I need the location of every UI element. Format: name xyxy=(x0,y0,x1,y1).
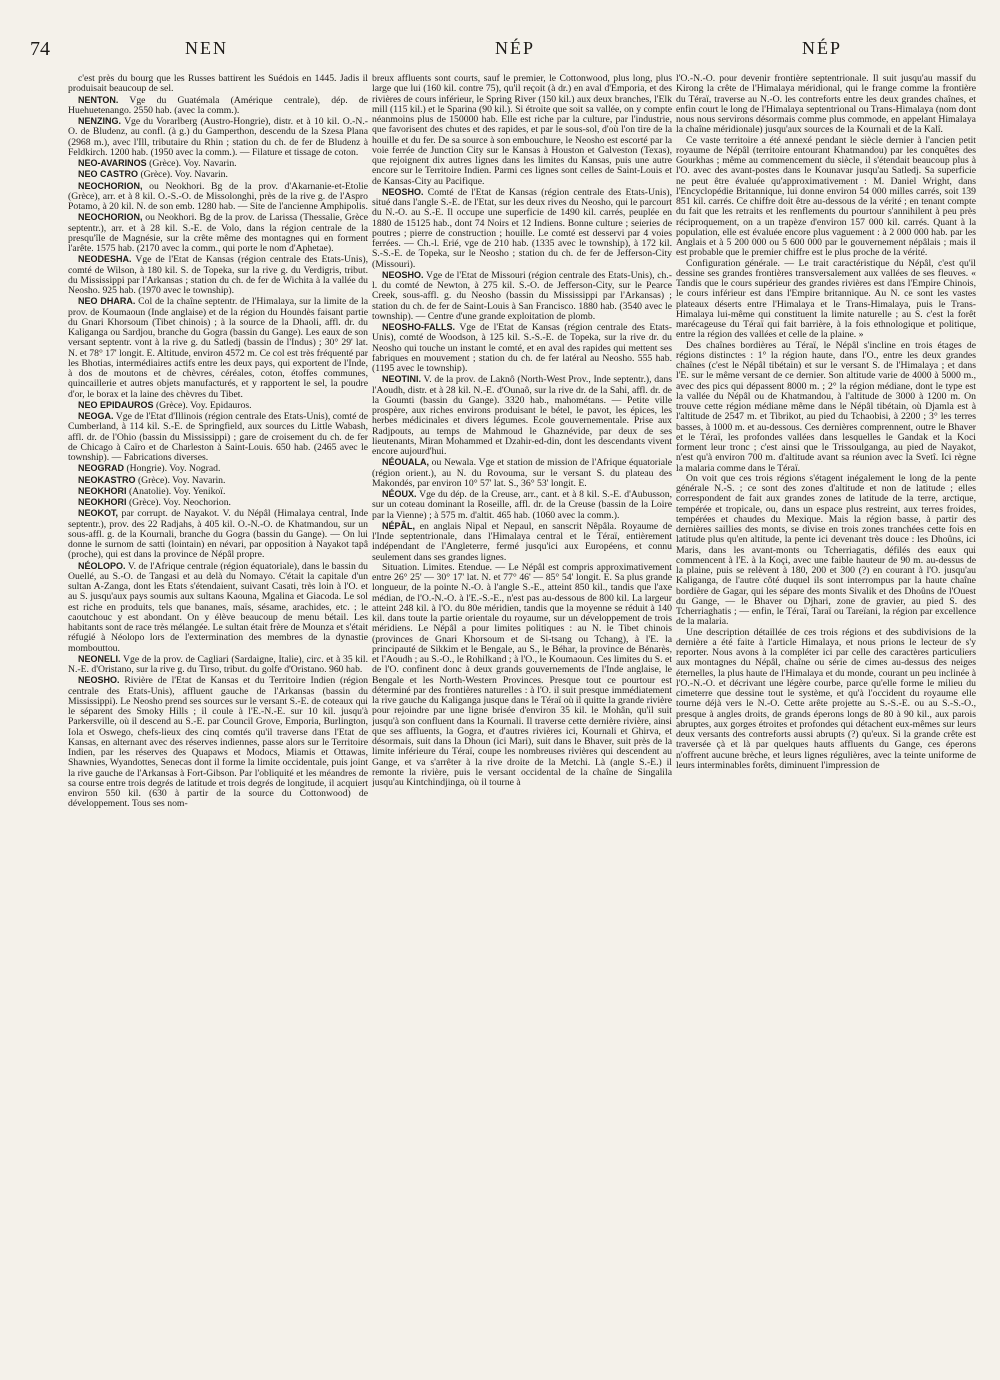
entry-text: Vge de l'Etat de Missouri (région centrale des Etats-Unis), ch.-l. du comté de Newton, à 275 kil. S.-O. de Jefferson-City, sur le Pearce Creek, sous-affl. g. du Neosho (bassin du Mississippi par l'Arkansas) ; station du ch. de fer de Saint-Louis à San Francisco. 1880 hab. (3540 avec le township). — Centre d'une grande exploitation de plomb. xyxy=(372,269,672,322)
entry-text: Vge du Guatémala (Amérique centrale), dép. de Huehuetenango. 2550 hab. (avec la comm.). xyxy=(68,94,368,116)
entry-text: Vge de l'Etat de Kansas (région centrale des Etats-Unis), comté de Woodson, à 125 kil. S.-S.-E. de Topeka, sur la rive dr. du Neosho qui touche un instant le comté, et en aval des rapides qui mettent ses fabriques en mouvement ; station du ch. de fer latéral au Neosho. 555 hab. (1195 avec le township). xyxy=(372,322,672,374)
column-3 xyxy=(676,74,976,1364)
entry-text: par corrupt. de Nayakot. V. du Népâl (Himalaya central, Inde septentr.), prov. des 22 Radjahs, à 405 kil. O.-N.-O. de Khatmandou, sur un sous-affl. g. de la Kournali, branche du Gogra (bassin du Gange). — On lui donne le surnom de satti (lointain) en névari, par opposition à Nayakot tapâ (proche), qui est dans la province de Népâl propre. xyxy=(68,508,368,561)
entry-headword: NEO CASTRO xyxy=(78,169,139,180)
entry-headword: NÉOUX. xyxy=(382,489,417,499)
dictionary-entry xyxy=(68,400,368,411)
dictionary-entry xyxy=(372,322,672,374)
dictionary-entry xyxy=(676,74,976,136)
running-head-right: NÉP xyxy=(802,38,843,58)
entry-headword: NEOTINI. xyxy=(382,374,422,385)
entry-text: On voit que ces trois régions s'étagent inégalement le long de la pente générale N.-S. ; ce sont des zones d'altitude et non de latitude ; elles correspondent de fait aux grandes zones de latitude de la terre, arctique, tempérée et tropicale, ou, dans un espace plus restreint, aux terres froides, tempérées et chaudes du Mexique. Mais la région basse, à partir des dernières saillies des monts, se divise en trois zones tranchées cette fois en latitude plus qu'en altitude, la pente ici devenant très douce : les Dhoûns, ici Maris, dans les avant-monts ou Tcherriagatis, défilés des eaux qui commencent à l'E. à la Koçi, avec une faible hauteur de 90 m. au-dessus de la plaine, puis se relèvent à 180, 200 et 300 (?) en courant à l'O. jusqu'au Kaliganga, de l'autre côté duquel ils sont interrompus par la haute chaîne bordière de Gagar, qui les sépare des monts Sivalik et des Dhoûns de l'Ouest du Gange, — le Bhaver ou Djhari, zone de gravier, au pied S. des Tcherriaghatis ; — enfin, le Téraï, Taraï ou Tareïani, la région par excellence de la malaria. xyxy=(676,472,976,628)
entry-text: (Grèce). Voy. Navarin. xyxy=(149,158,237,169)
entry-headword: NEOSHO. xyxy=(382,186,424,197)
dictionary-entry xyxy=(68,508,368,560)
entry-headword: NÉOUALA, xyxy=(382,457,429,468)
column-2 xyxy=(372,74,672,1364)
dictionary-entry xyxy=(372,457,672,489)
entry-text: breux affluents sont courts, sauf le premier, le Cottonwood, plus long, plus large que lui (160 kil. contre 75), qu'il reçoit (à dr.) en aval d'Emporia, et des rivières de cours inférieur, le Spring River (150 kil.) aux deux branches, l'Elk mill (115 kil.) et le Sparina (90 kil.). Si étroite que soit sa vallée, on y compte néanmoins plus de 150000 hab. Elle est riche par la culture, par l'industrie, que favorisent des chutes et des rapides, et par le sous-sol, d'où l'on tire de la houille et du fer. De sa source à son embouchure, le Neosho est escorté par la voie ferrée de Junction City sur le Kansas à Houston et Galveston (Texas), que rejoignent dix autres lignes dans les limites du Kansas, puis une autre encore sur le Territoire Indien. Parmi ces lignes sont celles de Saint-Louis et de Kansas-City au Pacifique. xyxy=(372,74,672,187)
entry-text: Vge de l'Etat d'Illinois (région centrale des Etats-Unis), comté de Cumberland, à 114 kil. S.-E. de Springfield, aux sources du Little Wabash, affl. dr. de l'Ohio (bassin du Mississippi) ; gare de croisement du ch. de fer de Chicago à Caïro et de Charleston à Saint-Louis. 650 hab. (2465 avec le township). — Fabrications diverses. xyxy=(68,411,368,463)
dictionary-entry xyxy=(676,474,976,628)
entry-text: (Grèce). Voy. Neochorion. xyxy=(128,497,231,508)
running-head-left: NEN xyxy=(185,38,228,58)
entry-text: Comté de l'Etat de Kansas (région centrale des Etats-Unis), situé dans l'angle S.-E. de l'Etat, sur les deux rives du Neosho, qui le parcourt du N.-O. au S.-E. Il occupe une superficie de 1490 kil. carrés, peuplée en 1880 de 15125 hab., dont 74 Noirs et 12 Indiens. Bonne culture ; seieries de poutres ; pierre de construction ; houille. Le comté est desservi par 4 voies ferrées. — Ch.-l. Erié, vge de 210 hab. (1335 avec le township), à 172 kil. S.-S.-E. de Topeka, sur le Neosho ; station du ch. de fer de Jefferson-City (Missouri). xyxy=(372,186,672,270)
dictionary-entry xyxy=(68,116,368,158)
dictionary-entry xyxy=(676,341,976,474)
running-head-center: NÉP xyxy=(495,38,536,58)
entry-text: Vge de l'Etat de Kansas (région centrale des Etats-Unis), comté de Wilson, à 180 kil. S. de Topeka, sur la rive g. du Verdigris, tribut. du Mississippi par l'Arkansas ; station du ch. de fer de Wichita à la vallée du Neosho. 925 hab. (1970 avec le township). xyxy=(68,254,368,296)
entry-headword: NEOGA. xyxy=(78,411,114,421)
entry-text: ou Newala. Vge et station de mission de l'Afrique équatoriale (région orient.), au N. du Rovouma, sur le versant S. du plateau des Makondés, par environ 10° 57' lat. S., 36° 53' longit. E. xyxy=(372,457,672,489)
dictionary-entry xyxy=(372,489,672,521)
dictionary-entry xyxy=(68,169,368,180)
entry-headword: NÉPÂL, xyxy=(382,520,416,531)
entry-text: (Anatolie). Voy. Yenikoï. xyxy=(128,485,226,497)
entry-text: Rivière de l'Etat de Kansas et du Territoire Indien (région centrale des Etats-Unis), affluent gauche de l'Arkansas (bassin du Mississippi). Le Neosho prend ses sources sur le versant S.-E. de coteaux qui le séparent des Smoky Hills ; il coule à l'E.-N.-E. sur 10 kil. jusqu'à Parkersville, où il descend au S.-E. par Council Grove, Emporia, Burlington, Iola et Oswego, chefs-lieux des cinq comtés qu'il traverse dans l'Etat de Kansas, en alternant avec des réserves indiennes, passe alors sur le Territoire Indien, par les réserves des Quapaws et Modocs, Miamis et Ottawas, Shawnies, Wyandottes, Senecas dont il forme la limite occidentale, puis joint la rive gauche de l'Arkansas à Fort-Gibson. Par l'obliquité et les méandres de sa course entre trois degrés de latitude et trois degrés de longitude, il acquiert environ 550 kil. (630 à partir de la source du Cottonwood) de développement. Tous ses nom- xyxy=(68,675,368,810)
entry-text: V. de la prov. de Laknô (North-West Prov., Inde septentr.), dans l'Aoudh, distr. et à 28 kil. N.-E. d'Ounaô, sur la rive dr. de la Sahi, affl. dr. de la Goumti (bassin du Gange). 3320 hab., mahométans. — Petite ville prospère, aux riches environs produisant le bétel, le pavot, les épices, les herbes médicinales et divers légumes. Ecole gouvernementale. Prise aux Radjpouts, au temps de Mahmoud le Ghaznévide, par deux de ses lieutenants, Miran Mohammed et Dzahir-ed-din, dont les descendants vivent encore aujourd'hui. xyxy=(372,374,672,457)
entry-headword: NEOKOT, xyxy=(78,508,119,519)
entry-headword: NEOSHO-FALLS. xyxy=(382,322,456,332)
entry-text: (Grèce). Voy. Navarin. xyxy=(140,169,228,181)
entry-headword: NEOKHORI xyxy=(78,497,127,507)
dictionary-entry xyxy=(68,212,368,254)
dictionary-entry xyxy=(676,136,976,259)
dictionary-entry xyxy=(68,675,368,809)
dictionary-entry xyxy=(68,411,368,463)
dictionary-entry xyxy=(68,158,368,169)
entry-text: Une description détaillée de ces trois régions et des subdivisions de la dernière a été faite à l'article Himalaya, et nous prions le lecteur de s'y reporter. Nous avons à la compléter ici par celle des caractères particuliers aux montagnes du Népâl, chaîne ou série de cimes au-dessus des neiges éternelles, la plus haute de l'Himalaya et du monde, courant un peu inclinée à l'O.-N.-O. et décrivant une légère courbe, parce qu'elle forme le milieu du cimeterre que dessine tout le système, et qu'à l'occident du royaume elle tourne déjà vers le N.-O. Cette arête projette au S.-S.-E. ou au S.-S.-O., presque à angles droits, de grands éperons longs de 80 à 90 kil., aux parois abruptes, aux gorges étroites et profondes qui détachent eux-mêmes sur leurs deux versants des contreforts aussi abrupts (?) qu'eux. Si la grande crête est traversée çà et là par quelques hauts affluents du Gange, ces éperons n'offrent aucune brèche, et leurs lignes régulières, avec la teinte uniforme de leurs interminables forêts, diminuent l'impression de xyxy=(676,626,976,771)
entry-text: Vge de la prov. de Cagliari (Sardaigne, Italie), circ. et à 35 kil. N.-E. d'Oristano, sur la rive g. du Tirso, tribut. du golfe d'Oristano. 960 hab. xyxy=(68,653,368,675)
entry-text: en anglais Nipal et Nepaul, en sanscrit Nêpâla. Royaume de l'Inde septentrionale, dans l'Himalaya central et le Téraï, entièrement indépendant de l'Angleterre, fermé jusqu'ici aux Européens, et connu seulement dans ses grandes lignes. xyxy=(372,520,672,563)
dictionary-entry xyxy=(68,254,368,296)
entry-text: (Grèce). Voy. Navarin. xyxy=(137,474,226,486)
entry-text: Col de la chaîne septentr. de l'Himalaya, sur la limite de la prov. de Koumaoun (Inde anglaise) et de la région du Houndès faisant partie du Gnari Khorsoum (Tibet chinois) ; à la source de la Dhaoli, affl. dr. du Kaliganga ou Sardjou, branche du Gogra (bassin du Gange). Les eaux de son versant septentr. vont à la rive g. du Satledj (bassin de l'Indus) ; 30° 29' lat. N. et 78° 17' longit. E. Altitude, environ 4572 m. Ce col est très fréquenté par les Bhotias, intermédiaires actifs entre les deux pays, qui exportent de l'Inde, à dos de moutons et de chèvres, céréales, coton, étoffes communes, quincaillerie et autres objets manufacturés, et y rapportent le sel, la poudre d'or, le borax et la laine des chèvres du Tibet. xyxy=(68,296,368,400)
dictionary-entry xyxy=(68,486,368,497)
entry-headword: NEOGRAD xyxy=(78,463,125,474)
dictionary-entry xyxy=(68,497,368,508)
entry-text: Vge du Vorarlberg (Austro-Hongrie), distr. et à 10 kil. O.-N.-O. de Bludenz, au confl. (à g.) du Gamperthon, descendu de la Szesa Plana (2968 m.), avec l'Ill, tributaire du Rhin ; station du ch. de fer de Bludenz à Feldkirch. 1200 hab. (1950 avec la comm.). — Filature et tissage de coton. xyxy=(68,116,368,158)
dictionary-entry xyxy=(68,74,368,95)
dictionary-entry xyxy=(676,259,976,341)
entry-headword: NEOCHORION, xyxy=(78,212,143,223)
entry-headword: NEOKHORI xyxy=(78,485,127,496)
entry-text: Ce vaste territoire a été annexé pendant le siècle dernier à l'ancien petit royaume de Népâl (territoire entourant Khatmandou) par les conquêtes des Gourkhas ; même au commencement du siècle, il s'étendait beaucoup plus à l'O. avec des avant-postes dans le Kounavar jusqu'au Satledj. Sa superficie ne peut être évaluée qu'approximativement : M. Daniel Wright, dans l'Encyclopédie Britannique, lui donne environ 54 000 milles carrés, soit 139 851 kil. carrés. Ce chiffre doit être au-dessous de la vérité ; en tenant compte du fait que les retraits et les renflements du pourtour s'annihilent à peu près réciproquement, on a un trapèze d'environ 157 000 kil. carrés. Quant à la population, elle est évaluée encore plus vaguement : à 2 000 000 hab. par les Anglais et à 5 200 000 ou 5 600 000 par le gouvernement népâlais ; mais il est probable que le premier chiffre est le plus proche de la vérité. xyxy=(676,134,976,259)
entry-text: l'O.-N.-O. pour devenir frontière septentrionale. Il suit jusqu'au massif du Kirong la crête de l'Himalaya méridional, qui le frange comme la frontière du Téraï, traverse au N.-O. les contreforts entre les deux grandes chaînes, et enfin court le long de l'Himalaya septentrional ou Trans-Himalaya (nom dont nous nous servirons désormais comme plus commode, en appelant Himalaya la chaîne méridionale) jusqu'aux sources de la Kournali et de la Kalî. xyxy=(676,74,976,136)
entry-headword: NEOKASTRO xyxy=(78,474,136,485)
entry-text: ou Neokhori. Bg de la prov. de Larissa (Thessalie, Grèce septentr.), arr. et à 28 kil. S.-E. de Volo, dans la région centrale de la presqu'île de Magnésie, sur la crête même des montagnes qui en forment l'arête. 1575 hab. (2170 avec la comm., qui porte le nom d'Aphetae). xyxy=(68,212,368,254)
entry-headword: NEOCHORION, xyxy=(78,180,143,191)
entry-headword: NEO DHARA. xyxy=(78,296,136,307)
dictionary-entry xyxy=(68,475,368,486)
dictionary-entry xyxy=(372,187,672,270)
entry-headword: NEO EPIDAUROS xyxy=(78,399,154,410)
column-1 xyxy=(68,74,368,1364)
dictionary-entry xyxy=(68,654,368,676)
entry-headword: NENZING. xyxy=(78,116,122,126)
entry-text: ou Neokhori. Bg de la prov. d'Akarnanie-et-Etolie (Grèce), arr. et à 8 kil. O.-S.-O. de Missolonghi, près de la rive g. de l'Aspro Potamo, à 20 kil. N. de son emb. 1280 hab. — Site de l'ancienne Amphipolis. xyxy=(68,180,368,212)
entry-text: V. de l'Afrique centrale (région équatoriale), dans le bassin du Ouellé, au S.-O. de Tangasi et au delà du Nomayo. C'était la capitale d'un sultan A-Zanga, dont les Etats s'étendaient, suivant Casati, très loin à l'O. et au S. jusqu'aux pays soumis aux sultans Kaouna, Mgalina et Giacoda. Le sol est riche en produits, tels que bananes, maïs, sésame, arachides, etc. ; le caoutchouc y est abondant. On y élève beaucoup de menu bétail. Les habitants sont de race très mélangée. Le sultan était frère de Mounza et s'était réfugié à Néolopo lors de l'extermination des membres de la dynastie mombouttou. xyxy=(68,560,368,654)
entry-text: Situation. Limites. Etendue. — Le Népâl est compris approximativement entre 26° 25' — 30° 17' lat. N. et 77° 46' — 85° 54' longit. E. Sa plus grande longueur, de la pointe N.-O. à l'angle S.-E., atteint 850 kil., tandis que l'axe médian, de l'O.-N.-O. à l'E.-S.-E., n'est pas au-dessous de 800 kil. La largeur atteint 248 kil. à l'O. du 80e méridien, tandis que la moyenne se réduit à 140 kil. dans toute la partie orientale du royaume, sur un développement de trois méridiens. Le Népâl a pour limites politiques : au N. le Tibet chinois (provinces de Gnari Khorsoum et de Si-tsang ou Tchang), à l'E. la principauté de Sikkim et le Bengale, au S., le Béhar, la province de Bénarès, et l'Aoudh ; au S.-O., le Rohilkand ; à l'O., le Koumaoun. Ces limites du S. et de l'O. confinent donc à deux grands gouvernements de l'Inde anglaise, le Bengale et les North-Western Provinces. Presque tout ce pourtour est déterminé par des frontières naturelles : à l'O. il suit presque immédiatement la rive gauche du Kaliganga jusque dans le Téraï où il quitte la grande rivière pour rejoindre par une ligne brisée d'environ 35 kil. le Mohân, qu'il suit jusqu'à son confluent dans la Kournali. Il traverse cette dernière rivière, ainsi que ses affluents, la Gogra, et d'autres rivières ici, Kournali et Ghirva, et désormais, suit dans la Dhoun (ici Mari), suit dans le Bhaver, suit près de la limite inférieure du Téraï, coupe les nombreuses rivières qui descendent au Gange, et va s'arrêter à la rive droite de la Metchi. Là (angle S.-E.) il remonte la rivière, puis le versant occidental de la chaîne de Singalila jusqu'au Kintchindjinga, où il tourne à xyxy=(372,561,672,788)
entry-text: Vge du dép. de la Creuse, arr., cant. et à 8 kil. S.-E. d'Aubusson, sur un coteau dominant la Roseille, affl. dr. de la Creuse (bassin de la Loire par la Vienne) ; à 575 m. d'altit. 465 hab. (1060 avec la comm.). xyxy=(372,489,672,521)
dictionary-entry xyxy=(372,270,672,322)
dictionary-entry xyxy=(68,561,368,654)
dictionary-entry xyxy=(372,563,672,789)
entry-text: (Hongrie). Voy. Nograd. xyxy=(126,463,221,475)
entry-headword: NEOSHO. xyxy=(382,269,424,280)
entry-headword: NENTON. xyxy=(78,94,119,105)
page-number: 74 xyxy=(30,38,50,60)
entry-text: c'est près du bourg que les Russes battirent les Suédois en 1445. Jadis il produisait beaucoup de sel. xyxy=(68,74,368,95)
entry-headword: NÉOLOPO. xyxy=(78,560,126,571)
entry-text: Configuration générale. — Le trait caractéristique du Népâl, c'est qu'il dessine ses grandes frontières transversalement aux vallées de ses fleuves. « Tandis que le cours supérieur des grandes rivières est dans l'Empire Chinois, le cours inférieur est dans l'Empire britannique. Au N. ce sont les vastes plateaux déserts entre l'Himalaya et le Trans-Himalaya, puis le Trans-Himalaya lui-même qui constituent la limite naturelle ; au S. c'est la forêt marécageuse du Téraï qui fait barrière, à la fois ethnologique et politique, entre la région des vallées et celle de la plaine. » xyxy=(676,257,976,341)
dictionary-entry xyxy=(68,296,368,400)
dictionary-entry xyxy=(68,95,368,117)
dictionary-entry xyxy=(372,74,672,187)
entry-text: (Grèce). Voy. Epidauros. xyxy=(155,399,252,411)
dictionary-entry xyxy=(68,181,368,213)
dictionary-entry xyxy=(372,374,672,457)
entry-headword: NEONELI. xyxy=(78,653,121,664)
dictionary-entry xyxy=(68,463,368,474)
entry-headword: NEODESHA. xyxy=(78,254,132,265)
entry-headword: NEO-AVARINOS xyxy=(78,158,147,168)
entry-text: Des chaînes bordières au Téraï, le Népâl s'incline en trois étages de régions distinctes : 1° la région haute, dans l'O., entre les deux grandes chaînes (c'est le Népâl tibétain) et sur le versant S. de l'Himalaya ; et dans l'E. sur le même versant de ce dernier. Son altitude varie de 4000 à 5000 m., avec des pics qui dépassent 8000 m. ; 2° la région médiane, dont le type est la vallée du Népâl ou de Khatmandou, à l'altitude de 3000 à 1200 m. On trouve cette région médiane même dans le Népâl tibétain, où Djamla est à l'altitude de 2547 m. et Tibrikot, au pied du Tchaobisi, à 2200 ; 3° les terres basses, à 1000 m. et au-dessous. Ces dernières comprennent, outre le Bhaver et le Téraï, les profondes vallées dans lesquelles le Gandak et la Koci forment leur tronc ; c'est ainsi que le Trissoulganga, au pied de Nayakot, n'est qu'à environ 700 m. d'altitude avant sa réunion avec la Svetî. Ici règne la malaria comme dans le Téraï. xyxy=(676,339,976,474)
dictionary-entry xyxy=(676,628,976,772)
dictionary-entry xyxy=(372,521,672,563)
entry-headword: NEOSHO. xyxy=(78,675,120,686)
